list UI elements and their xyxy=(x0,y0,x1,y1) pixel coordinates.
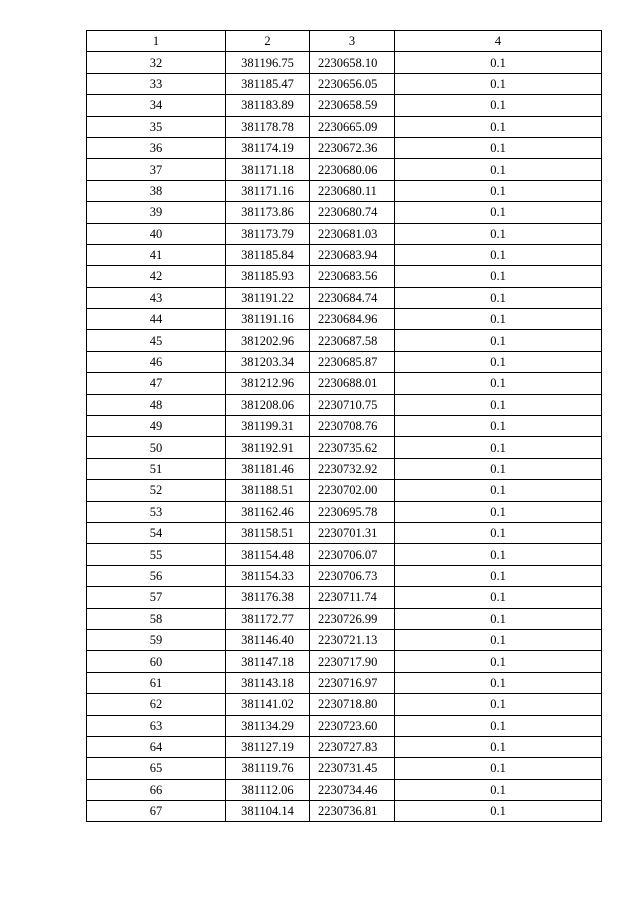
y-coordinate-cell: 2230658.10 xyxy=(310,52,395,73)
x-coordinate-cell: 381127.19 xyxy=(226,736,310,757)
table-row xyxy=(87,522,602,543)
value-cell: 0.1 xyxy=(395,116,602,137)
value-cell: 0.1 xyxy=(395,587,602,608)
x-coordinate-cell: 381154.33 xyxy=(226,565,310,586)
table-row xyxy=(87,52,602,73)
table-row xyxy=(87,330,602,351)
x-coordinate-cell: 381141.02 xyxy=(226,694,310,715)
y-coordinate-cell: 2230736.81 xyxy=(310,801,395,822)
point-number-cell: 35 xyxy=(87,116,226,137)
y-coordinate-cell: 2230731.45 xyxy=(310,758,395,779)
y-coordinate-cell: 2230680.06 xyxy=(310,159,395,180)
x-coordinate-cell: 381185.93 xyxy=(226,266,310,287)
y-coordinate-cell: 2230706.07 xyxy=(310,544,395,565)
table-row xyxy=(87,608,602,629)
x-coordinate-cell: 381146.40 xyxy=(226,629,310,650)
point-number-cell: 46 xyxy=(87,351,226,372)
x-coordinate-cell: 381185.47 xyxy=(226,73,310,94)
table-row xyxy=(87,480,602,501)
table-row xyxy=(87,223,602,244)
y-coordinate-cell: 2230695.78 xyxy=(310,501,395,522)
y-coordinate-cell: 2230683.56 xyxy=(310,266,395,287)
x-coordinate-cell: 381196.75 xyxy=(226,52,310,73)
value-cell: 0.1 xyxy=(395,501,602,522)
value-cell: 0.1 xyxy=(395,180,602,201)
point-number-cell: 63 xyxy=(87,715,226,736)
x-coordinate-cell: 381191.16 xyxy=(226,309,310,330)
x-coordinate-cell: 381147.18 xyxy=(226,651,310,672)
x-coordinate-cell: 381183.89 xyxy=(226,95,310,116)
y-coordinate-cell: 2230681.03 xyxy=(310,223,395,244)
table-row xyxy=(87,629,602,650)
y-coordinate-cell: 2230684.96 xyxy=(310,309,395,330)
value-cell: 0.1 xyxy=(395,394,602,415)
table-row xyxy=(87,651,602,672)
point-number-cell: 44 xyxy=(87,309,226,330)
y-coordinate-cell: 2230658.59 xyxy=(310,95,395,116)
point-number-cell: 36 xyxy=(87,137,226,158)
y-coordinate-cell: 2230683.94 xyxy=(310,244,395,265)
value-cell: 0.1 xyxy=(395,758,602,779)
table-row xyxy=(87,394,602,415)
y-coordinate-cell: 2230672.36 xyxy=(310,137,395,158)
point-number-cell: 37 xyxy=(87,159,226,180)
header-cell-4: 4 xyxy=(395,31,602,52)
value-cell: 0.1 xyxy=(395,565,602,586)
x-coordinate-cell: 381158.51 xyxy=(226,522,310,543)
y-coordinate-cell: 2230680.74 xyxy=(310,202,395,223)
table-row xyxy=(87,116,602,137)
x-coordinate-cell: 381104.14 xyxy=(226,801,310,822)
table-row xyxy=(87,95,602,116)
table-row xyxy=(87,758,602,779)
table-row xyxy=(87,202,602,223)
x-coordinate-cell: 381171.16 xyxy=(226,180,310,201)
point-number-cell: 62 xyxy=(87,694,226,715)
y-coordinate-cell: 2230711.74 xyxy=(310,587,395,608)
y-coordinate-cell: 2230710.75 xyxy=(310,394,395,415)
table-row xyxy=(87,694,602,715)
point-number-cell: 43 xyxy=(87,287,226,308)
point-number-cell: 59 xyxy=(87,629,226,650)
x-coordinate-cell: 381172.77 xyxy=(226,608,310,629)
value-cell: 0.1 xyxy=(395,309,602,330)
table-row xyxy=(87,287,602,308)
y-coordinate-cell: 2230721.13 xyxy=(310,629,395,650)
table-row xyxy=(87,180,602,201)
y-coordinate-cell: 2230708.76 xyxy=(310,416,395,437)
table-row xyxy=(87,779,602,800)
table-row xyxy=(87,309,602,330)
table-row xyxy=(87,373,602,394)
y-coordinate-cell: 2230732.92 xyxy=(310,458,395,479)
table-row xyxy=(87,544,602,565)
table-row xyxy=(87,801,602,822)
x-coordinate-cell: 381171.18 xyxy=(226,159,310,180)
x-coordinate-cell: 381185.84 xyxy=(226,244,310,265)
coordinate-table xyxy=(86,30,602,822)
value-cell: 0.1 xyxy=(395,672,602,693)
y-coordinate-cell: 2230684.74 xyxy=(310,287,395,308)
x-coordinate-cell: 381212.96 xyxy=(226,373,310,394)
x-coordinate-cell: 381176.38 xyxy=(226,587,310,608)
y-coordinate-cell: 2230701.31 xyxy=(310,522,395,543)
point-number-cell: 55 xyxy=(87,544,226,565)
point-number-cell: 57 xyxy=(87,587,226,608)
point-number-cell: 67 xyxy=(87,801,226,822)
table-header-row xyxy=(87,31,602,52)
point-number-cell: 32 xyxy=(87,52,226,73)
point-number-cell: 66 xyxy=(87,779,226,800)
value-cell: 0.1 xyxy=(395,480,602,501)
x-coordinate-cell: 381173.79 xyxy=(226,223,310,244)
x-coordinate-cell: 381199.31 xyxy=(226,416,310,437)
table-row xyxy=(87,437,602,458)
table-row xyxy=(87,137,602,158)
point-number-cell: 48 xyxy=(87,394,226,415)
point-number-cell: 60 xyxy=(87,651,226,672)
y-coordinate-cell: 2230680.11 xyxy=(310,180,395,201)
y-coordinate-cell: 2230685.87 xyxy=(310,351,395,372)
table-row xyxy=(87,587,602,608)
x-coordinate-cell: 381154.48 xyxy=(226,544,310,565)
point-number-cell: 53 xyxy=(87,501,226,522)
point-number-cell: 52 xyxy=(87,480,226,501)
value-cell: 0.1 xyxy=(395,52,602,73)
y-coordinate-cell: 2230726.99 xyxy=(310,608,395,629)
y-coordinate-cell: 2230735.62 xyxy=(310,437,395,458)
header-cell-3: 3 xyxy=(310,31,395,52)
y-coordinate-cell: 2230706.73 xyxy=(310,565,395,586)
y-coordinate-cell: 2230687.58 xyxy=(310,330,395,351)
value-cell: 0.1 xyxy=(395,736,602,757)
value-cell: 0.1 xyxy=(395,159,602,180)
point-number-cell: 42 xyxy=(87,266,226,287)
point-number-cell: 45 xyxy=(87,330,226,351)
x-coordinate-cell: 381143.18 xyxy=(226,672,310,693)
point-number-cell: 58 xyxy=(87,608,226,629)
value-cell: 0.1 xyxy=(395,373,602,394)
point-number-cell: 38 xyxy=(87,180,226,201)
table-row xyxy=(87,501,602,522)
y-coordinate-cell: 2230727.83 xyxy=(310,736,395,757)
table-row xyxy=(87,73,602,94)
value-cell: 0.1 xyxy=(395,651,602,672)
point-number-cell: 61 xyxy=(87,672,226,693)
value-cell: 0.1 xyxy=(395,522,602,543)
value-cell: 0.1 xyxy=(395,779,602,800)
x-coordinate-cell: 381191.22 xyxy=(226,287,310,308)
table-row xyxy=(87,351,602,372)
x-coordinate-cell: 381173.86 xyxy=(226,202,310,223)
point-number-cell: 40 xyxy=(87,223,226,244)
point-number-cell: 47 xyxy=(87,373,226,394)
y-coordinate-cell: 2230718.80 xyxy=(310,694,395,715)
value-cell: 0.1 xyxy=(395,416,602,437)
header-cell-1: 1 xyxy=(87,31,226,52)
value-cell: 0.1 xyxy=(395,330,602,351)
value-cell: 0.1 xyxy=(395,137,602,158)
y-coordinate-cell: 2230688.01 xyxy=(310,373,395,394)
y-coordinate-cell: 2230717.90 xyxy=(310,651,395,672)
point-number-cell: 33 xyxy=(87,73,226,94)
y-coordinate-cell: 2230716.97 xyxy=(310,672,395,693)
table-row xyxy=(87,266,602,287)
table-row xyxy=(87,565,602,586)
x-coordinate-cell: 381202.96 xyxy=(226,330,310,351)
value-cell: 0.1 xyxy=(395,73,602,94)
value-cell: 0.1 xyxy=(395,801,602,822)
value-cell: 0.1 xyxy=(395,544,602,565)
x-coordinate-cell: 381119.76 xyxy=(226,758,310,779)
x-coordinate-cell: 381188.51 xyxy=(226,480,310,501)
value-cell: 0.1 xyxy=(395,95,602,116)
x-coordinate-cell: 381174.19 xyxy=(226,137,310,158)
table-row xyxy=(87,458,602,479)
y-coordinate-cell: 2230702.00 xyxy=(310,480,395,501)
table-row xyxy=(87,159,602,180)
y-coordinate-cell: 2230656.05 xyxy=(310,73,395,94)
y-coordinate-cell: 2230665.09 xyxy=(310,116,395,137)
point-number-cell: 64 xyxy=(87,736,226,757)
x-coordinate-cell: 381162.46 xyxy=(226,501,310,522)
table-row xyxy=(87,244,602,265)
x-coordinate-cell: 381134.29 xyxy=(226,715,310,736)
value-cell: 0.1 xyxy=(395,608,602,629)
point-number-cell: 41 xyxy=(87,244,226,265)
x-coordinate-cell: 381192.91 xyxy=(226,437,310,458)
value-cell: 0.1 xyxy=(395,287,602,308)
table-row xyxy=(87,715,602,736)
table-header xyxy=(87,31,602,52)
value-cell: 0.1 xyxy=(395,202,602,223)
point-number-cell: 56 xyxy=(87,565,226,586)
header-cell-2: 2 xyxy=(226,31,310,52)
value-cell: 0.1 xyxy=(395,694,602,715)
value-cell: 0.1 xyxy=(395,244,602,265)
value-cell: 0.1 xyxy=(395,715,602,736)
table-row xyxy=(87,736,602,757)
x-coordinate-cell: 381181.46 xyxy=(226,458,310,479)
table-body xyxy=(87,52,602,822)
value-cell: 0.1 xyxy=(395,266,602,287)
x-coordinate-cell: 381203.34 xyxy=(226,351,310,372)
point-number-cell: 51 xyxy=(87,458,226,479)
y-coordinate-cell: 2230723.60 xyxy=(310,715,395,736)
x-coordinate-cell: 381112.06 xyxy=(226,779,310,800)
point-number-cell: 65 xyxy=(87,758,226,779)
point-number-cell: 54 xyxy=(87,522,226,543)
table-row xyxy=(87,672,602,693)
point-number-cell: 50 xyxy=(87,437,226,458)
x-coordinate-cell: 381208.06 xyxy=(226,394,310,415)
value-cell: 0.1 xyxy=(395,629,602,650)
point-number-cell: 34 xyxy=(87,95,226,116)
value-cell: 0.1 xyxy=(395,437,602,458)
value-cell: 0.1 xyxy=(395,351,602,372)
value-cell: 0.1 xyxy=(395,223,602,244)
table-row xyxy=(87,416,602,437)
x-coordinate-cell: 381178.78 xyxy=(226,116,310,137)
point-number-cell: 49 xyxy=(87,416,226,437)
value-cell: 0.1 xyxy=(395,458,602,479)
point-number-cell: 39 xyxy=(87,202,226,223)
y-coordinate-cell: 2230734.46 xyxy=(310,779,395,800)
